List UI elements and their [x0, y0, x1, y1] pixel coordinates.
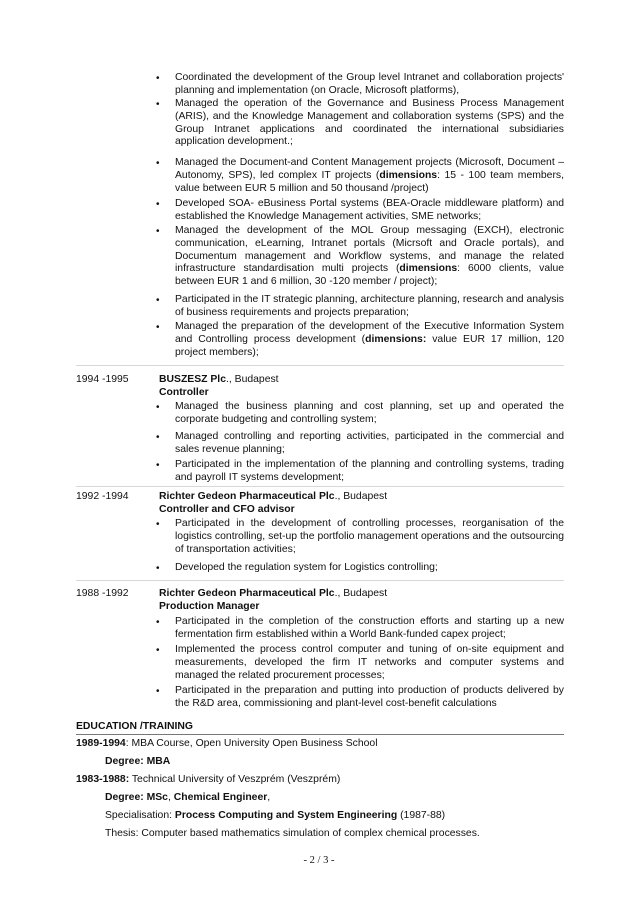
job-header: Richter Gedeon Pharmaceutical Plc., Budapest Production Manager [159, 588, 388, 612]
bullet-item: • Managed the preparation of the development of the Executive Information System and Controlling process development (dimensions: value EUR 17 million, 120 project members); [156, 321, 564, 358]
job-role: Controller and CFO advisor [159, 503, 295, 515]
bullet-icon: • [156, 432, 160, 443]
bullet-item: • Managed controlling and reporting activities, participated in the commercial and sales revenue planning; [156, 431, 564, 455]
bullet-item: • Managed the development of the MOL Group messaging (EXCH), electronic communication, eLearning, Intranet portals (Micrsoft and Oracle portals), and Documentum management and Workflow systems, and manage the related infrastructure standardisation multi projects (dimensions: 6000 clients, value between EUR 1 and 6 million, 30 -120 member / project); [156, 225, 564, 288]
bullet-icon: • [156, 99, 160, 110]
job-header: Richter Gedeon Pharmaceutical Plc., Budapest Controller and CFO advisor [159, 491, 388, 515]
bullet-item: • Managed the operation of the Governance and Business Process Management (ARIS), and the Knowledge Management and collaboration systems (SPS) and the Group Intranet applications and coordinated the international subsidiaries application development.; [156, 98, 564, 148]
bullet-item: • Developed SOA- eBusiness Portal systems (BEA-Oracle middleware platform) and established the Knowledge Management activities, SME networks; [156, 198, 564, 222]
education-heading: EDUCATION /TRAINING [76, 721, 193, 732]
bullet-icon: • [156, 402, 160, 413]
education-degree: Degree: MBA [105, 756, 171, 767]
company-name: Richter Gedeon Pharmaceutical Plc [159, 491, 335, 502]
job-role: Controller [159, 386, 209, 398]
job-date: 1992 -1994 [76, 491, 129, 502]
bullet-item: • Coordinated the development of the Group level Intranet and collaboration projects' planning and implementation (on Oracle, Microsoft platforms), [156, 72, 564, 96]
job-header: BUSZESZ Plc., Budapest Controller [159, 374, 279, 398]
section-divider [76, 365, 564, 366]
education-entry: 1983-1988: Technical University of Veszprém (Veszprém) [76, 774, 341, 785]
bullet-item: • Managed the Document-and Content Management projects (Microsoft, Document – Autonomy, SPS), led complex IT projects (dimensions: 15 - 100 team members, value between EUR 5 million and 50 thousand /project) [156, 157, 564, 194]
bullet-icon: • [156, 645, 160, 656]
bullet-icon: • [156, 73, 160, 84]
bullet-icon: • [156, 460, 160, 471]
section-divider [76, 486, 564, 487]
bullet-item: • Participated in the development of controlling processes, reorganisation of the logistics controlling, set-up the portfolio management operations and the outsourcing of transportation activities; [156, 518, 564, 555]
bullet-icon: • [156, 322, 160, 333]
company-name: Richter Gedeon Pharmaceutical Plc [159, 588, 335, 599]
bullet-item: • Participated in the implementation of the planning and controlling systems, trading and payroll IT systems development; [156, 459, 564, 483]
bullet-icon: • [156, 617, 160, 628]
section-divider [76, 580, 564, 581]
education-entry: 1989-1994: MBA Course, Open University Open Business School [76, 738, 378, 749]
company-name: BUSZESZ Plc [159, 374, 226, 385]
bullet-icon: • [156, 158, 160, 169]
bullet-icon: • [156, 226, 160, 237]
bullet-item: • Participated in the IT strategic planning, architecture planning, research and analysis of business requirements and projects preparation; [156, 294, 564, 318]
bullet-item: • Implemented the process control computer and tuning of on-site equipment and measurements, developed the firm IT networks and computer systems and managed the related procurement processes; [156, 644, 564, 681]
bullet-icon: • [156, 686, 160, 697]
bullet-item: • Developed the regulation system for Logistics controlling; [156, 562, 438, 574]
bullet-item: • Managed the business planning and cost planning, set up and operated the corporate budgeting and controlling system; [156, 401, 564, 425]
bullet-icon: • [156, 295, 160, 306]
bullet-item: • Participated in the preparation and putting into production of products delivered by the R&D area, commissioning and plant-level cost-benefit calculations [156, 685, 564, 709]
bullet-icon: • [156, 563, 160, 574]
job-date: 1994 -1995 [76, 374, 129, 385]
bullet-icon: • [156, 519, 160, 530]
education-specialisation: Specialisation: Process Computing and System Engineering (1987-88) [105, 810, 446, 821]
education-rule [76, 734, 564, 735]
bullet-item: • Participated in the completion of the construction efforts and starting up a new fermentation firm established within a World Bank-funded capex project; [156, 616, 564, 640]
education-degree: Degree: MSc, Chemical Engineer, [105, 792, 271, 803]
education-thesis: Thesis: Computer based mathematics simulation of complex chemical processes. [105, 828, 480, 839]
job-role: Production Manager [159, 600, 260, 612]
page-number: - 2 / 3 - [303, 855, 335, 866]
bullet-icon: • [156, 199, 160, 210]
job-date: 1988 -1992 [76, 588, 129, 599]
